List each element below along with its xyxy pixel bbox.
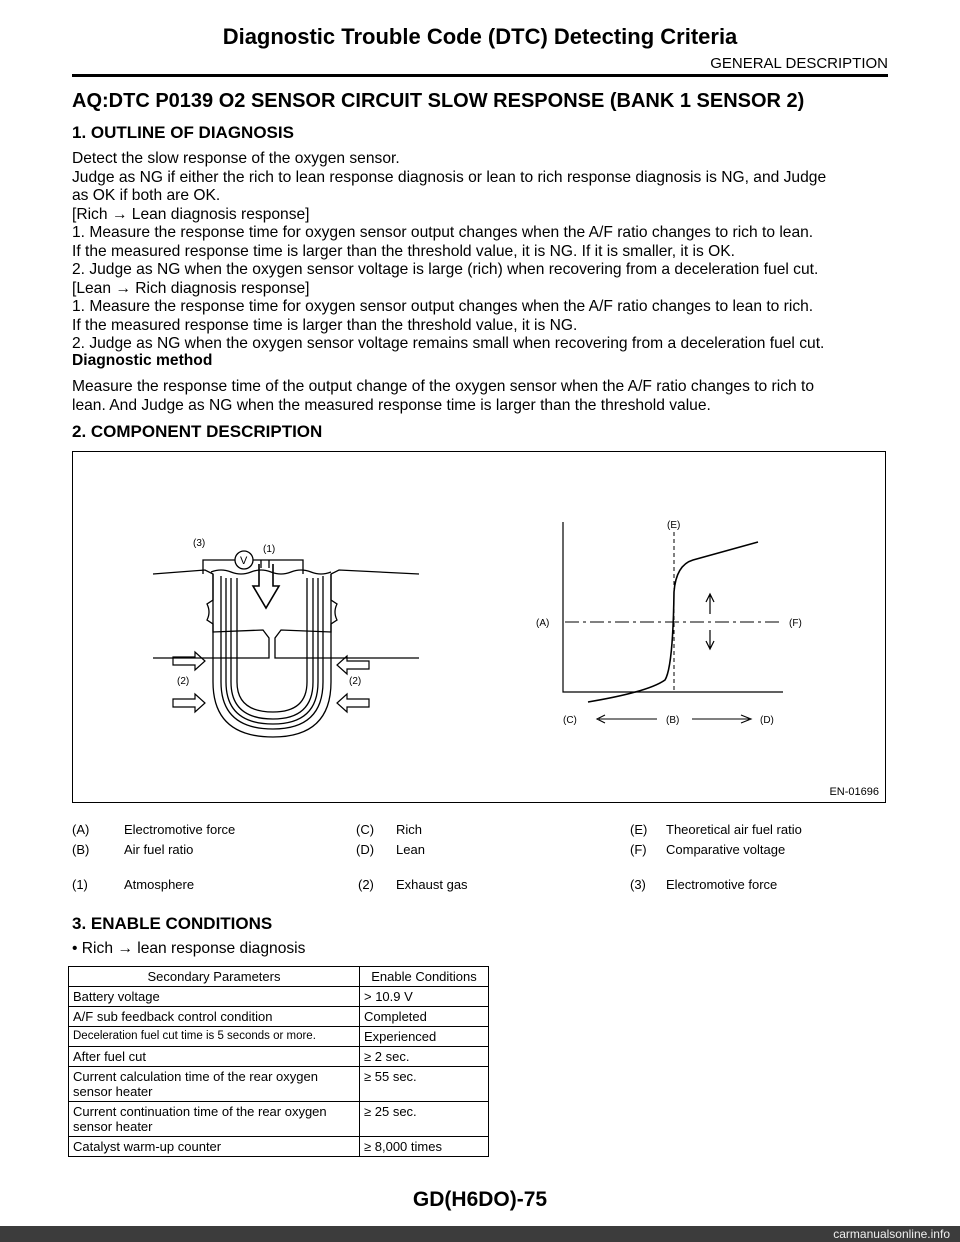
label-b: (B): [666, 715, 680, 726]
section-label: GENERAL DESCRIPTION: [710, 55, 888, 72]
sensor-cross-section: [153, 551, 419, 737]
page-number: GD(H6DO)-75: [412, 1188, 548, 1211]
legend-text: Electromotive force: [666, 877, 778, 892]
response-graph: [563, 522, 783, 723]
outline-line: Judge as NG if either the rich to lean response diagnosis or lean to rich response diagnosis is NG, and Judge: [72, 168, 827, 186]
param-cell: Catalyst warm-up counter: [69, 1137, 360, 1157]
label-e: (E): [667, 520, 681, 531]
condition-cell: Experienced: [360, 1027, 489, 1047]
param-cell: After fuel cut: [69, 1047, 360, 1067]
legend-text: Theoretical air fuel ratio: [666, 822, 802, 837]
table-row: [69, 1102, 489, 1137]
header-rule: [72, 74, 888, 77]
outline-line: Detect the slow response of the oxygen sensor.: [72, 150, 400, 167]
label-3: (3): [193, 538, 206, 549]
method-line: lean. And Judge as NG when the measured response time is larger than the threshold value.: [72, 396, 711, 414]
condition-cell: ≥ 8,000 times: [360, 1137, 489, 1157]
condition-cell: Completed: [360, 1007, 489, 1027]
outline-line: 1. Measure the response time for oxygen sensor output changes when the A/F ratio changes to lean to rich.: [72, 298, 814, 315]
table-row: [69, 987, 489, 1007]
table-row: [69, 1047, 489, 1067]
param-cell: Battery voltage: [69, 987, 360, 1007]
diagnostic-method-body: [72, 378, 890, 415]
legend-code: (3): [630, 877, 646, 892]
sensor-diagram: [73, 452, 885, 802]
label-1: (1): [263, 544, 276, 555]
outline-line: [Lean → Rich diagnosis response]: [72, 279, 310, 297]
param-cell: Current calculation time of the rear oxygen sensor heater: [69, 1067, 360, 1102]
outline-line: as OK if both are OK.: [72, 187, 221, 204]
component-figure: [72, 451, 886, 803]
label-c: (C): [563, 715, 577, 726]
watermark: carmanualsonline.info: [0, 1226, 960, 1242]
page-title: Diagnostic Trouble Code (DTC) Detecting Criteria: [222, 24, 738, 49]
label-d: (D): [760, 715, 774, 726]
outline-line: 1. Measure the response time for oxygen sensor output changes when the A/F ratio changes to rich to lean.: [72, 224, 814, 241]
legend-code: (2): [358, 877, 374, 892]
label-2-left: (2): [177, 676, 190, 687]
table-header: Enable Conditions: [360, 967, 489, 987]
outline-line: If the measured response time is larger than the threshold value, it is NG. If it is smaller, it is OK.: [72, 242, 736, 260]
component-heading: 2. COMPONENT DESCRIPTION: [72, 422, 323, 441]
outline-line: [Rich → Lean diagnosis response]: [72, 205, 310, 223]
outline-line: 2. Judge as NG when the oxygen sensor voltage is large (rich) when recovering from a deceleration fuel cut.: [72, 261, 819, 278]
table-row: [69, 1027, 489, 1047]
outline-heading: 1. OUTLINE OF DIAGNOSIS: [72, 123, 294, 142]
outline-line: 2. Judge as NG when the oxygen sensor voltage remains small when recovering from a deceleration fuel cut.: [72, 335, 825, 352]
legend-code: (E): [630, 822, 648, 837]
condition-cell: > 10.9 V: [360, 987, 489, 1007]
legend-text: Electromotive force: [124, 822, 236, 837]
bullet-rich-lean: • Rich → lean response diagnosis: [72, 940, 306, 957]
outline-body: [72, 150, 890, 354]
enable-conditions-table: [68, 966, 489, 1157]
label-f: (F): [789, 618, 802, 629]
legend-code: (C): [356, 822, 375, 837]
legend-code: (A): [72, 822, 90, 837]
label-a: (A): [536, 618, 550, 629]
label-2-right: (2): [349, 676, 362, 687]
table-header: Secondary Parameters: [69, 967, 360, 987]
param-cell: Current continuation time of the rear oxygen sensor heater: [69, 1102, 360, 1137]
legend-code: (F): [630, 842, 647, 857]
table-row: [69, 1137, 489, 1157]
param-cell: Deceleration fuel cut time is 5 seconds or more.: [69, 1027, 360, 1047]
dtc-title: AQ:DTC P0139 O2 SENSOR CIRCUIT SLOW RESPONSE (BANK 1 SENSOR 2): [72, 90, 805, 112]
condition-cell: ≥ 2 sec.: [360, 1047, 489, 1067]
legend-text: Comparative voltage: [666, 842, 786, 857]
diagnostic-method-heading: Diagnostic method: [72, 352, 213, 369]
outline-line: If the measured response time is larger than the threshold value, it is NG.: [72, 316, 578, 334]
legend-code: (1): [72, 877, 88, 892]
legend-code: (D): [356, 842, 375, 857]
voltmeter-label: V: [240, 555, 248, 567]
condition-cell: ≥ 25 sec.: [360, 1102, 489, 1137]
table-row: [69, 1007, 489, 1027]
enable-heading: 3. ENABLE CONDITIONS: [72, 914, 273, 933]
legend-text: Rich: [396, 822, 423, 837]
table-row: [69, 1067, 489, 1102]
legend-text: Lean: [396, 842, 425, 857]
legend-text: Atmosphere: [124, 877, 195, 892]
table-header-row: [69, 967, 489, 987]
param-cell: A/F sub feedback control condition: [69, 1007, 360, 1027]
exhaust-flow-arrows: [173, 652, 369, 712]
legend-code: (B): [72, 842, 90, 857]
figure-id: EN-01696: [829, 786, 879, 798]
method-line: Measure the response time of the output change of the oxygen sensor when the A/F ratio changes to rich to: [72, 378, 815, 395]
legend-text: Exhaust gas: [396, 877, 468, 892]
legend-text: Air fuel ratio: [124, 842, 194, 857]
condition-cell: ≥ 55 sec.: [360, 1067, 489, 1102]
